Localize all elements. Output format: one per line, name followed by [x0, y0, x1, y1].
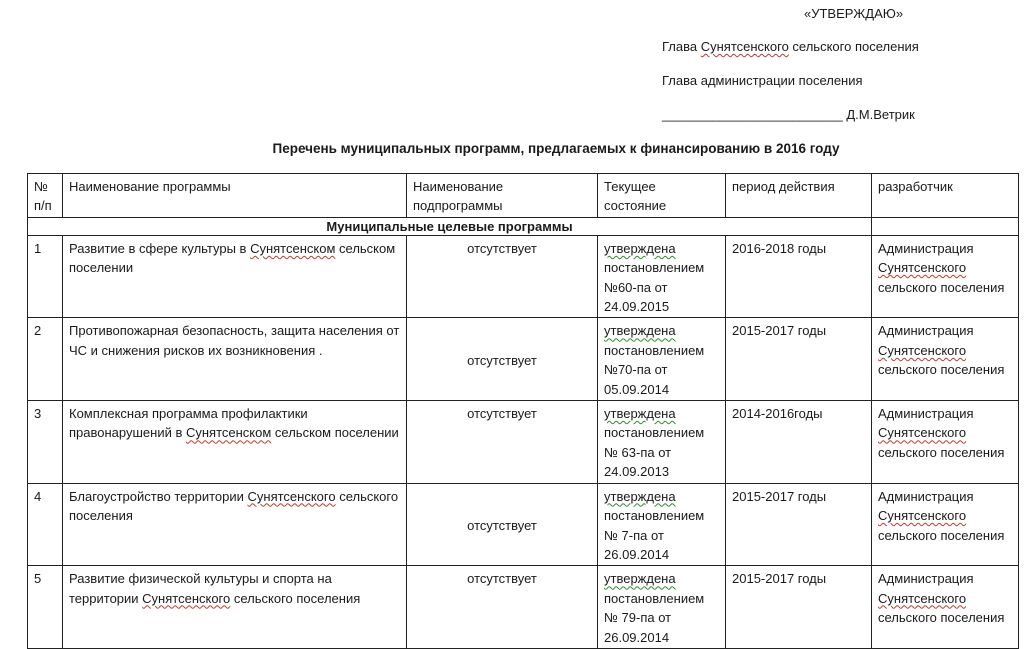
- row-num: 3: [28, 401, 63, 484]
- row-program-name: Благоустройство территории Сунятсенского сельского поселения: [63, 483, 407, 566]
- approve-word: «УТВЕРЖДАЮ»: [804, 6, 904, 21]
- header-developer: разработчик: [872, 174, 1019, 218]
- programs-table: [27, 173, 1019, 649]
- table-header-row: [28, 174, 1019, 218]
- signature-blank: _________________________: [662, 107, 843, 122]
- table-row: [28, 566, 1019, 649]
- row-subprogram: отсутствует: [407, 483, 598, 566]
- row-program-name: Комплексная программа профилактики правонарушений в Сунятсенском сельском поселении: [63, 401, 407, 484]
- row-state: утверждена постановлением №70-па от 05.09.2014: [598, 318, 726, 401]
- document-title: Перечень муниципальных программ, предлагаемых к финансированию в 2016 году: [272, 141, 840, 156]
- row-period: 2016-2018 годы: [726, 235, 872, 318]
- header-name: Наименование программы: [63, 174, 407, 218]
- row-num: 4: [28, 483, 63, 566]
- row-state: утверждена постановлением №60-па от 24.09.2015: [598, 235, 726, 318]
- row-program-name: Развитие физической культуры и спорта на территории Сунятсенского сельского поселения: [63, 566, 407, 649]
- approval-line-head: Глава Сунятсенского сельского поселения: [662, 39, 919, 54]
- row-developer: Администрация Сунятсенского сельского поселения: [872, 483, 1019, 566]
- row-developer: Администрация Сунятсенского сельского поселения: [872, 235, 1019, 318]
- table-row: [28, 401, 1019, 484]
- table-row: [28, 318, 1019, 401]
- row-program-name: Противопожарная безопасность, защита населения от ЧС и снижения рисков их возникновения .: [63, 318, 407, 401]
- row-program-name: Развитие в сфере культуры в Сунятсенском сельском поселении: [63, 235, 407, 318]
- table-row: [28, 235, 1019, 318]
- row-subprogram: отсутствует: [407, 401, 598, 484]
- header-subprogram: Наименование подпрограммы: [407, 174, 598, 218]
- row-num: 2: [28, 318, 63, 401]
- row-subprogram: отсутствует: [407, 318, 598, 401]
- row-num: 5: [28, 566, 63, 649]
- row-period: 2015-2017 годы: [726, 483, 872, 566]
- header-state: Текущее состояние: [598, 174, 726, 218]
- section-row: [28, 217, 1019, 235]
- section-empty-cell: [872, 217, 1019, 235]
- signer-name: Д.М.Ветрик: [846, 107, 915, 122]
- row-developer: Администрация Сунятсенского сельского поселения: [872, 318, 1019, 401]
- table-row: [28, 483, 1019, 566]
- row-developer: Администрация Сунятсенского сельского поселения: [872, 566, 1019, 649]
- signature-line: [662, 107, 915, 122]
- row-period: 2015-2017 годы: [726, 566, 872, 649]
- row-state: утверждена постановлением № 79-па от 26.09.2014: [598, 566, 726, 649]
- row-developer: Администрация Сунятсенского сельского поселения: [872, 401, 1019, 484]
- header-num: № п/п: [28, 174, 63, 218]
- row-subprogram: отсутствует: [407, 566, 598, 649]
- row-num: 1: [28, 235, 63, 318]
- row-subprogram: отсутствует: [407, 235, 598, 318]
- row-state: утверждена постановлением № 7-па от 26.09.2014: [598, 483, 726, 566]
- row-period: 2015-2017 годы: [726, 318, 872, 401]
- row-period: 2014-2016годы: [726, 401, 872, 484]
- approval-line-admin: Глава администрации поселения: [662, 73, 863, 88]
- header-period: период действия: [726, 174, 872, 218]
- section-title: Муниципальные целевые программы: [28, 217, 872, 235]
- row-state: утверждена постановлением № 63-па от 24.09.2013: [598, 401, 726, 484]
